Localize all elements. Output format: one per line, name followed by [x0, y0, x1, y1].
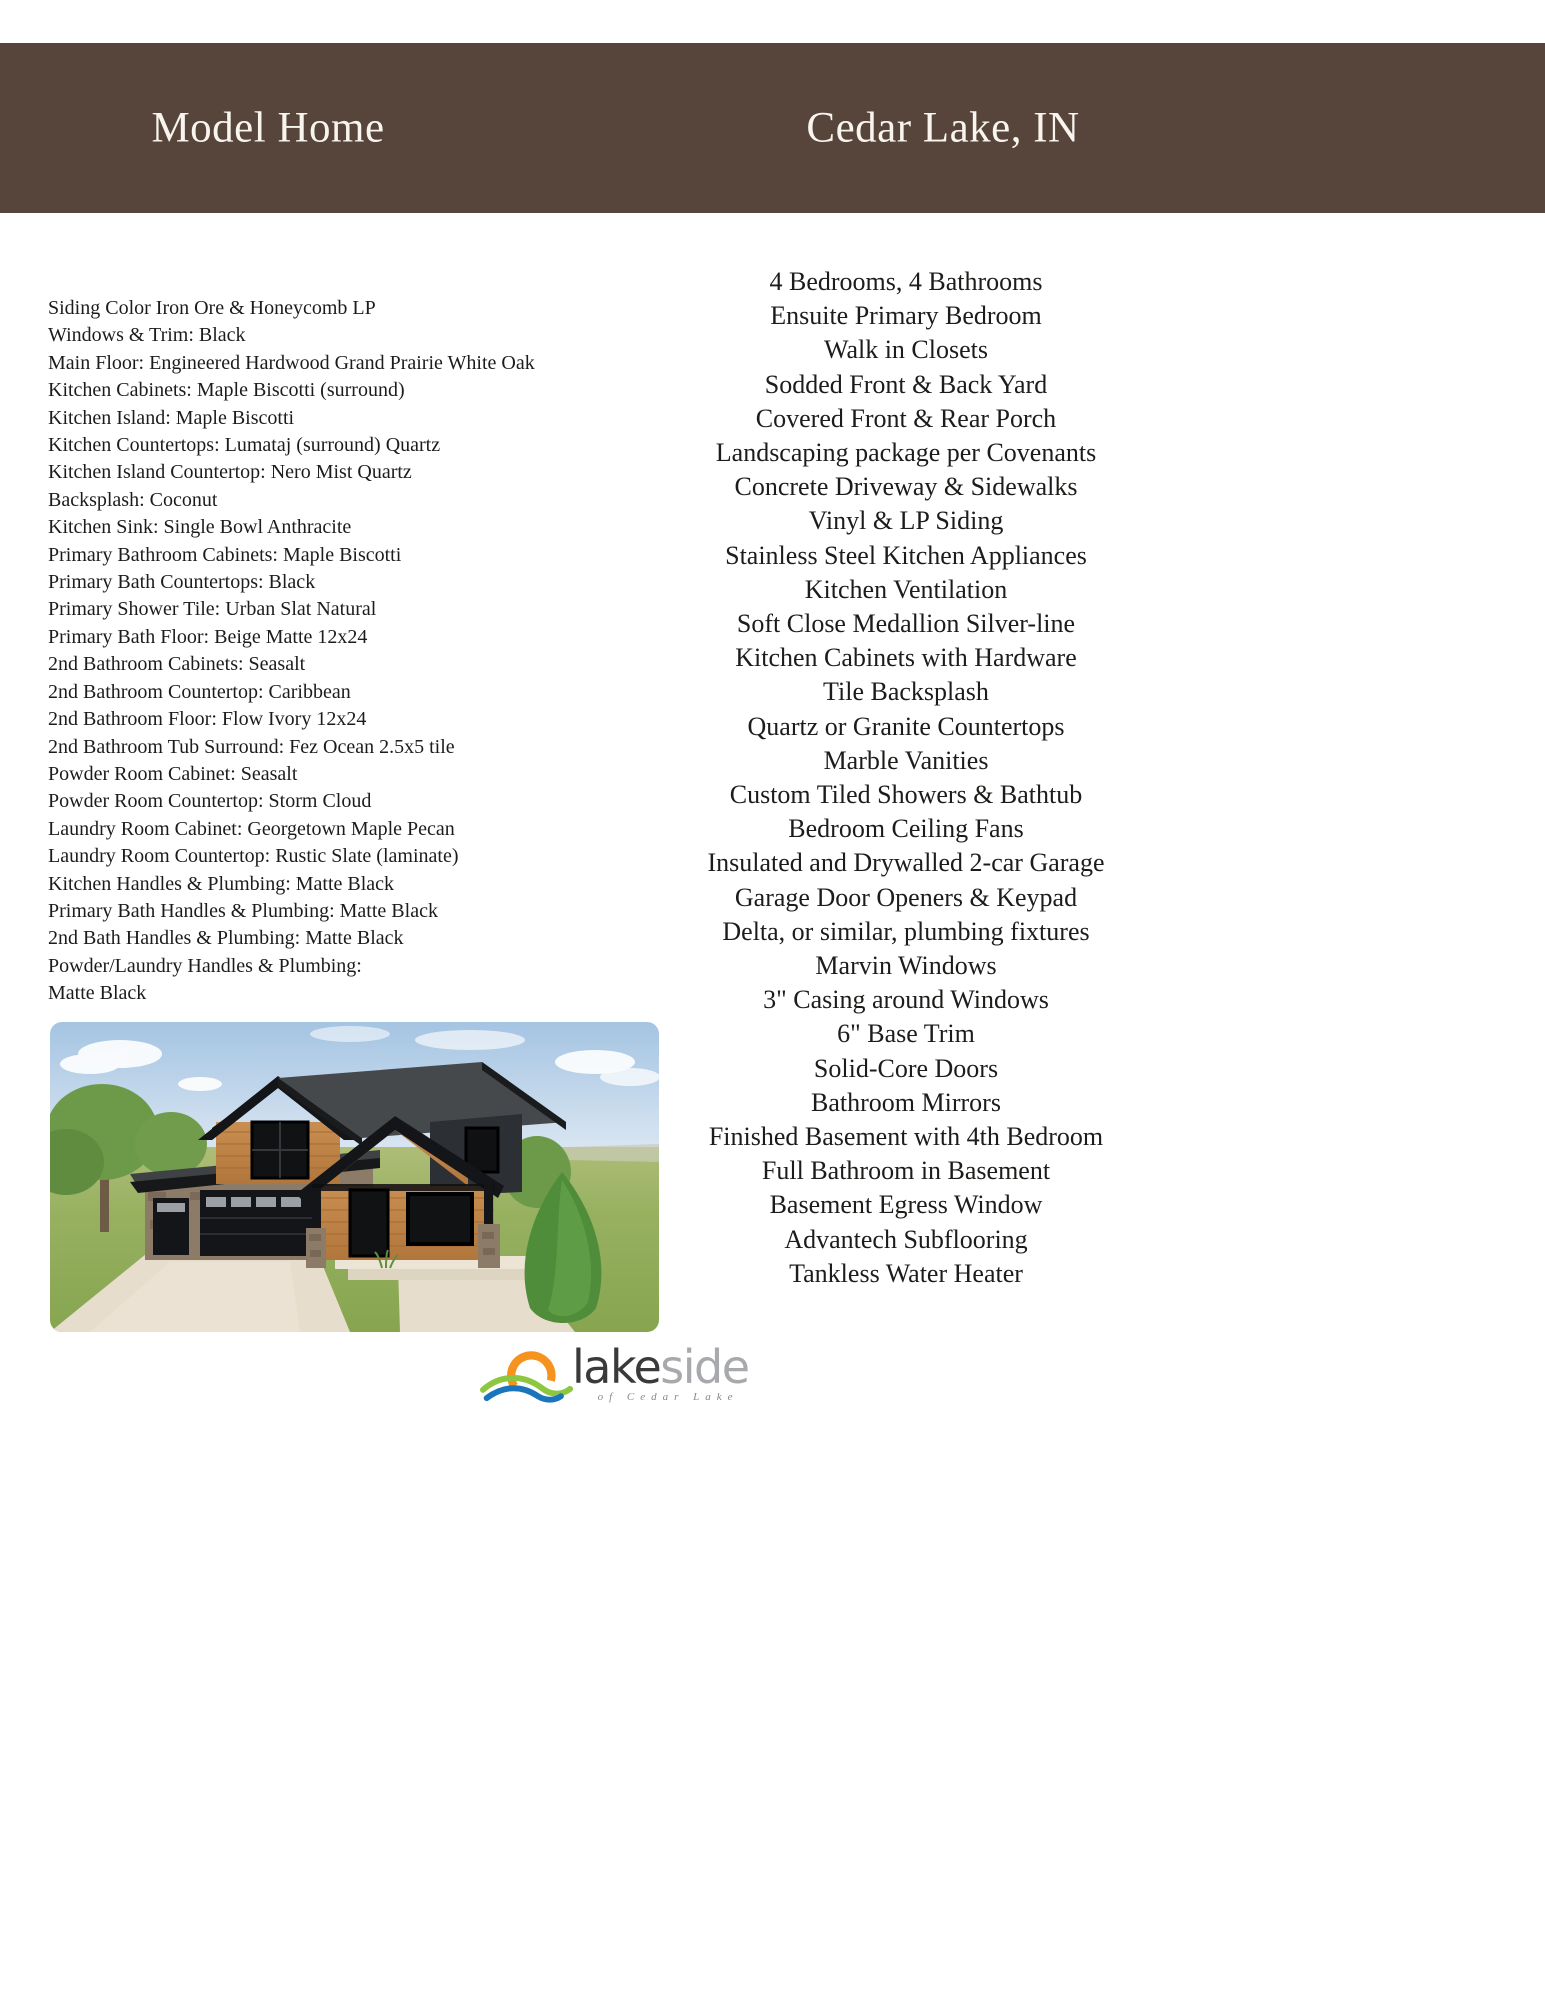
feature-line: Bathroom Mirrors	[811, 1087, 1001, 1117]
location-title: Cedar Lake, IN	[806, 104, 1080, 152]
spec-line: 2nd Bath Handles & Plumbing: Matte Black	[48, 927, 404, 950]
spec-line: Main Floor: Engineered Hardwood Grand Prairie White Oak	[48, 351, 535, 374]
spec-line: Kitchen Handles & Plumbing: Matte Black	[48, 872, 395, 895]
feature-line: Bedroom Ceiling Fans	[788, 814, 1024, 844]
feature-line: Quartz or Granite Countertops	[747, 711, 1065, 741]
feature-line: Kitchen Ventilation	[804, 574, 1008, 604]
page-title: Model Home	[151, 104, 385, 152]
spec-line: Powder Room Cabinet: Seasalt	[48, 762, 298, 785]
feature-line: Tile Backsplash	[823, 677, 989, 707]
spec-line: 2nd Bathroom Countertop: Caribbean	[48, 680, 351, 703]
feature-line: Basement Egress Window	[769, 1190, 1043, 1220]
feature-line: Marvin Windows	[815, 951, 997, 981]
house-rendering-illustration	[50, 1022, 659, 1332]
feature-line: Advantech Subflooring	[784, 1224, 1028, 1254]
features-list	[593, 265, 1219, 1291]
spec-line: Matte Black	[48, 982, 147, 1005]
feature-line: Sodded Front & Back Yard	[764, 369, 1048, 399]
spec-line: Laundry Room Cabinet: Georgetown Maple Pecan	[48, 817, 455, 840]
feature-line: Covered Front & Rear Porch	[755, 403, 1057, 433]
feature-line: Delta, or similar, plumbing fixtures	[722, 916, 1090, 946]
spec-line: Kitchen Countertops: Lumataj (surround) Quartz	[48, 434, 441, 457]
spec-line: Primary Bathroom Cabinets: Maple Biscotti	[48, 543, 402, 566]
feature-line: 6" Base Trim	[837, 1019, 975, 1049]
feature-line: Vinyl & LP Siding	[808, 506, 1004, 536]
spec-line: Backsplash: Coconut	[48, 488, 218, 511]
feature-line: Garage Door Openers & Keypad	[734, 882, 1078, 912]
spec-line: Siding Color Iron Ore & Honeycomb LP	[48, 297, 376, 319]
spec-line: Kitchen Island: Maple Biscotti	[48, 406, 295, 429]
lakeside-logo	[468, 1340, 749, 1410]
header-band	[0, 43, 1545, 213]
feature-line: Custom Tiled Showers & Bathtub	[729, 780, 1083, 810]
logo-word-side: side	[660, 1340, 749, 1394]
spec-line: Kitchen Sink: Single Bowl Anthracite	[48, 516, 352, 539]
feature-line: Marble Vanities	[823, 745, 989, 775]
spec-line: 2nd Bathroom Cabinets: Seasalt	[48, 653, 306, 676]
spec-line: Primary Shower Tile: Urban Slat Natural	[48, 598, 377, 621]
feature-line: Stainless Steel Kitchen Appliances	[725, 540, 1087, 570]
feature-line: Ensuite Primary Bedroom	[770, 301, 1042, 331]
feature-line: Finished Basement with 4th Bedroom	[708, 1122, 1104, 1152]
house-rendering-image	[50, 1022, 659, 1332]
sun-and-waves-icon	[468, 1344, 586, 1410]
feature-line: Kitchen Cabinets with Hardware	[735, 643, 1077, 673]
spec-line: Primary Bath Countertops: Black	[48, 571, 316, 594]
feature-line: Soft Close Medallion Silver-line	[736, 609, 1076, 639]
spec-line: 2nd Bathroom Floor: Flow Ivory 12x24	[48, 708, 367, 731]
spec-line: Powder/Laundry Handles & Plumbing:	[48, 954, 362, 977]
feature-line: Concrete Driveway & Sidewalks	[734, 472, 1078, 502]
feature-line: Tankless Water Heater	[789, 1258, 1023, 1288]
feature-line: 4 Bedrooms, 4 Bathrooms	[769, 267, 1043, 296]
feature-line: Insulated and Drywalled 2-car Garage	[707, 848, 1105, 878]
spec-line: Laundry Room Countertop: Rustic Slate (laminate)	[48, 845, 459, 868]
feature-line: Solid-Core Doors	[813, 1053, 999, 1083]
logo-wordmark	[572, 1340, 749, 1403]
feature-line: Full Bathroom in Basement	[761, 1156, 1051, 1186]
feature-line: 3" Casing around Windows	[763, 985, 1049, 1015]
spec-line: Powder Room Countertop: Storm Cloud	[48, 790, 372, 813]
specs-list	[48, 295, 593, 1008]
feature-line: Landscaping package per Covenants	[715, 438, 1097, 468]
spec-line: Primary Bath Handles & Plumbing: Matte Black	[48, 899, 438, 922]
spec-line: Primary Bath Floor: Beige Matte 12x24	[48, 625, 368, 648]
spec-line: 2nd Bathroom Tub Surround: Fez Ocean 2.5x5 tile	[48, 735, 455, 758]
spec-line: Kitchen Island Countertop: Nero Mist Quartz	[48, 461, 412, 484]
spec-line: Windows & Trim: Black	[48, 324, 246, 347]
logo-tagline: of Cedar Lake	[597, 1391, 739, 1403]
feature-line: Walk in Closets	[823, 335, 988, 365]
logo-word-lake: lake	[572, 1340, 661, 1394]
spec-line: Kitchen Cabinets: Maple Biscotti (surround)	[48, 379, 405, 402]
